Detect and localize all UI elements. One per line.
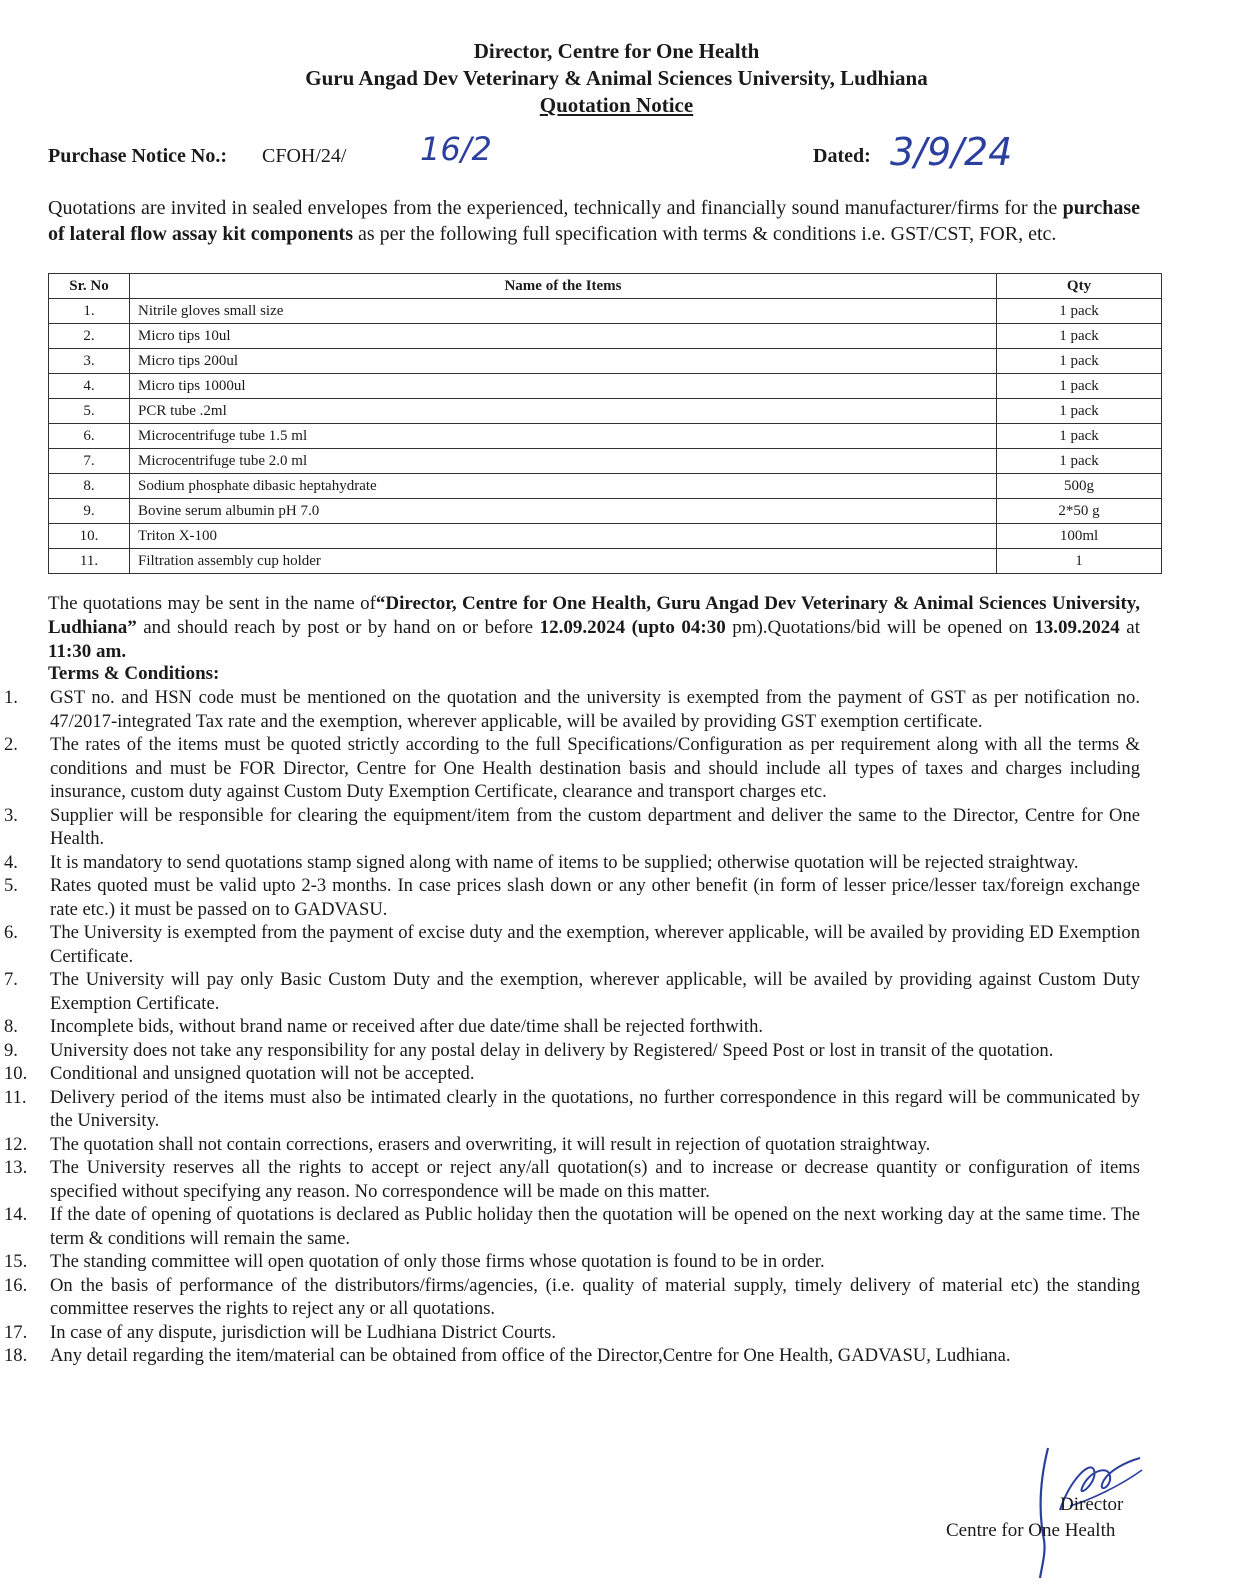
term-number: 7. [4,969,18,990]
term-number: 18. [4,1345,28,1366]
intro-paragraph [48,196,1140,247]
term-item [0,1156,1140,1203]
item-qty: 100ml [997,524,1162,549]
item-sr-no: 3. [49,349,130,374]
header-notice-title: Quotation Notice [539,93,694,117]
term-text: University does not take any responsibility for any postal delay in delivery by Registered/ Speed Post or lost in transit of the quotation. [50,1039,1054,1061]
item-name: Microcentrifuge tube 1.5 ml [130,424,997,449]
table-row [49,299,1162,324]
header-sr-no: Sr. No [49,274,130,299]
item-name: Micro tips 1000ul [130,374,997,399]
item-sr-no: 5. [49,399,130,424]
term-number: 10. [4,1063,28,1084]
notice-number-printed: CFOH/24/ [262,145,347,167]
term-number: 13. [4,1157,28,1178]
item-name: Nitrile gloves small size [130,299,997,324]
send-text-4: at [1119,617,1140,638]
term-number: 4. [4,851,18,873]
notice-number-handwritten: 16/2 [420,130,492,168]
item-name: Micro tips 200ul [130,349,997,374]
item-qty: 1 pack [997,424,1162,449]
term-number: 14. [4,1204,28,1225]
term-text: Supplier will be responsible for clearing the equipment/item from the custom department and deliver the same to the Director, Centre for One Health. [50,804,1140,849]
table-row [49,549,1162,574]
notice-number-label: Purchase Notice No.: [48,145,228,167]
term-text: The quotation shall not contain corrections, erasers and overwriting, it will result in rejection of quotation straightway. [50,1133,931,1155]
term-item [0,1274,1140,1321]
table-row [49,374,1162,399]
table-row [49,499,1162,524]
term-text: On the basis of performance of the distributors/firms/agencies, (i.e. quality of material supply, timely delivery of material etc) the standing committee reserves the rights to reject any or all quotations. [50,1274,1140,1319]
item-name: Bovine serum albumin pH 7.0 [130,499,997,524]
term-text: Any detail regarding the item/material can be obtained from office of the Director,Centre for One Health, GADVASU, Ludhiana. [50,1345,1011,1366]
header-item-name: Name of the Items [130,274,997,299]
dated-label: Dated: [813,145,871,167]
term-number: 6. [4,922,18,943]
item-qty: 500g [997,474,1162,499]
term-text: The standing committee will open quotation of only those firms whose quotation is found to be in order. [50,1251,825,1272]
item-qty: 2*50 g [997,499,1162,524]
term-item [0,733,1140,804]
item-sr-no: 7. [49,449,130,474]
term-text: The University reserves all the rights to accept or reject any/all quotation(s) and to increase or decrease quantity or configuration of items specified without specifying any reason. No correspondence will be made on this matter. [50,1157,1140,1202]
table-row [49,474,1162,499]
notice-number-row [48,130,1188,180]
term-text: Delivery period of the items must also be intimated clearly in the quotations, no further correspondence in this regard will be communicated by the University. [50,1086,1140,1131]
item-name: Sodium phosphate dibasic heptahydrate [130,474,997,499]
send-text-2: and should reach by post or by hand on or before [136,617,540,638]
submission-paragraph [48,592,1140,664]
term-number: 11. [4,1086,27,1108]
term-number: 1. [4,687,18,708]
term-text: The University will pay only Basic Custom Duty and the exemption, wherever applicable, will be availed by providing against Custom Duty Exemption Certificate. [50,969,1140,1014]
item-name: Filtration assembly cup holder [130,549,997,574]
intro-text-2: as per the following full specification with terms & conditions i.e. GST/CST, FOR, etc. [352,222,1057,245]
send-bold-opening-date: 13.09.2024 [1034,617,1120,638]
term-text: The rates of the items must be quoted strictly according to the full Specifications/Configuration as per requirement along with all the terms & conditions and must be FOR Director, Centre for One Health destination basis and should include all types of taxes and charges including insurance, custom duty against Custom Duty Exemption Certificate, clearance and transport charges etc. [50,734,1140,802]
send-text-1: The quotations may be sent in the name of [48,593,376,614]
term-item [0,968,1140,1015]
term-number: 3. [4,804,18,826]
intro-text-1: Quotations are invited in sealed envelopes from the experienced, technically and financially sound manufacturer/firms for the [48,197,1063,219]
term-item [0,1203,1140,1250]
table-row [49,399,1162,424]
item-sr-no: 11. [49,549,130,574]
item-sr-no: 9. [49,499,130,524]
item-sr-no: 10. [49,524,130,549]
item-qty: 1 pack [997,449,1162,474]
item-qty: 1 [997,549,1162,574]
item-sr-no: 2. [49,324,130,349]
dated-handwritten: 3/9/24 [890,130,1013,174]
items-table-header-row [49,274,1162,299]
terms-title: Terms & Conditions: [48,663,220,684]
term-item [0,1062,1140,1086]
term-item [0,921,1140,968]
item-qty: 1 pack [997,349,1162,374]
send-bold-addressee: “Director, Centre for One Health, Guru Angad Dev Veterinary & Animal Sciences University, Ludhiana” [48,593,1140,638]
item-sr-no: 8. [49,474,130,499]
item-sr-no: 1. [49,299,130,324]
item-qty: 1 pack [997,399,1162,424]
term-number: 9. [4,1039,18,1061]
item-name: Microcentrifuge tube 2.0 ml [130,449,997,474]
table-row [49,349,1162,374]
term-text: Conditional and unsigned quotation will not be accepted. [50,1063,475,1084]
term-item [0,1015,1140,1039]
term-item [0,1086,1140,1133]
term-number: 8. [4,1016,18,1037]
term-number: 5. [4,875,18,896]
table-row [49,449,1162,474]
term-item [0,1039,1140,1063]
term-text: Incomplete bids, without brand name or received after due date/time shall be rejected forthwith. [50,1016,764,1037]
term-item [0,1250,1140,1274]
term-number: 15. [4,1251,28,1272]
term-number: 2. [4,734,18,755]
signature-subtitle: Centre for One Health [946,1520,1116,1541]
term-item [0,874,1140,921]
item-qty: 1 pack [997,324,1162,349]
header-university: Guru Angad Dev Veterinary & Animal Sciences University, Ludhiana [305,66,928,90]
table-row [49,524,1162,549]
term-text: GST no. and HSN code must be mentioned on the quotation and the university is exempted from the payment of GST as per notification no. 47/2017-integrated Tax rate and the exemption, wherever applicable, will be availed by providing GST exemption certificate. [50,687,1140,732]
table-row [49,324,1162,349]
term-item [0,1133,1140,1157]
term-text: Rates quoted must be valid upto 2-3 months. In case prices slash down or any other benefit (in form of lesser price/lesser tax/foreign exchange rate etc.) it must be passed on to GADVASU. [50,875,1140,920]
term-item [0,1321,1140,1345]
terms-list [0,686,1140,1368]
send-bold-deadline: 12.09.2024 (upto 04:30 [539,617,726,638]
term-item [0,851,1140,875]
item-name: PCR tube .2ml [130,399,997,424]
term-item [0,804,1140,851]
table-row [49,424,1162,449]
item-name: Micro tips 10ul [130,324,997,349]
send-bold-opening-time: 11:30 am. [48,641,127,662]
term-text: The University is exempted from the payment of excise duty and the exemption, wherever applicable, will be availed by providing ED Exemption Certificate. [50,922,1140,967]
header-director: Director, Centre for One Health [473,39,760,63]
item-sr-no: 4. [49,374,130,399]
item-name: Triton X-100 [130,524,997,549]
term-number: 12. [4,1133,28,1155]
term-text: In case of any dispute, jurisdiction will be Ludhiana District Courts. [50,1321,557,1343]
items-table-body [49,299,1162,574]
item-qty: 1 pack [997,374,1162,399]
send-text-3: pm).Quotations/bid will be opened on [725,617,1035,638]
term-number: 16. [4,1274,28,1296]
items-table [48,273,1162,574]
item-sr-no: 6. [49,424,130,449]
header-qty: Qty [997,274,1162,299]
term-text: If the date of opening of quotations is declared as Public holiday then the quotation will be opened on the next working day at the same time. The term & conditions will remain the same. [50,1204,1140,1249]
term-item [0,1344,1140,1368]
item-qty: 1 pack [997,299,1162,324]
term-item [0,686,1140,733]
intro-bold: purchase of lateral flow assay kit components [48,197,1140,245]
term-number: 17. [4,1321,28,1343]
term-text: It is mandatory to send quotations stamp signed along with name of items to be supplied; otherwise quotation will be rejected straightway. [50,851,1079,873]
signature-title: Director [1060,1494,1124,1515]
